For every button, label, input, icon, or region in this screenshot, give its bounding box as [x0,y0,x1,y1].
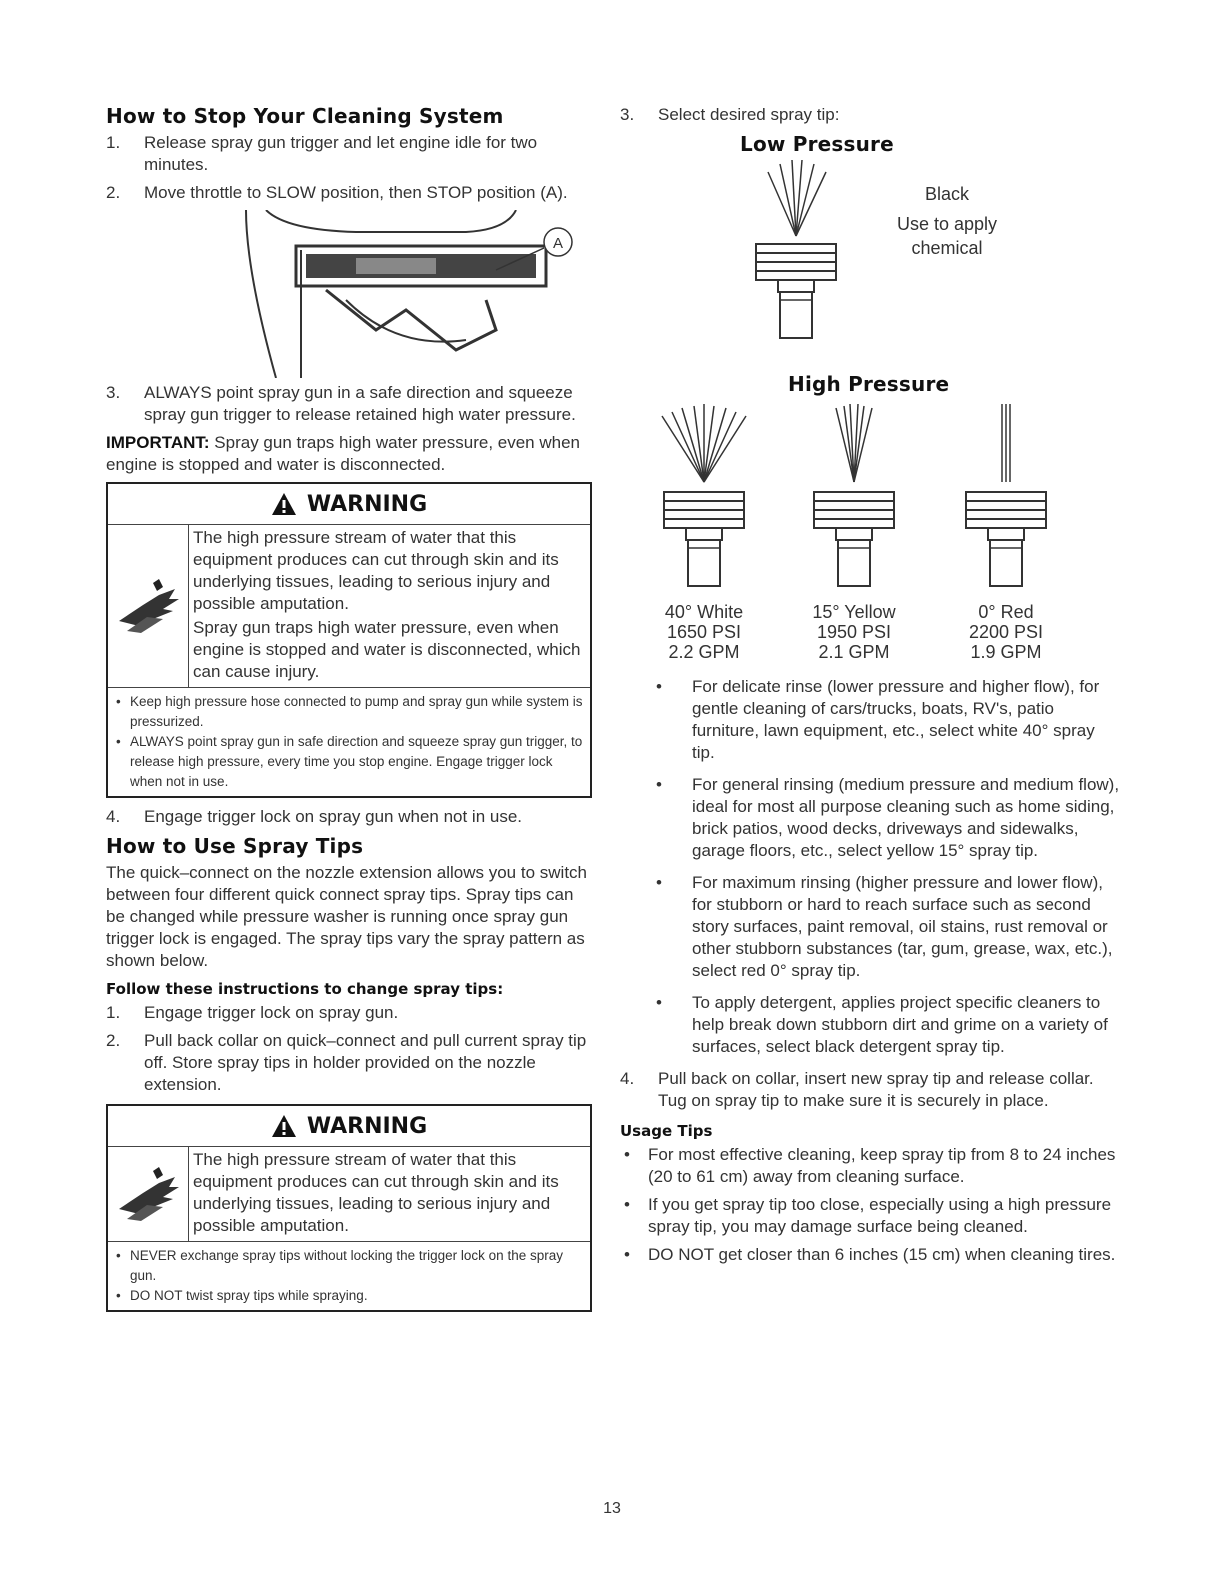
list-item: • For most effective cleaning, keep spray tip from 8 to 24 inches (20 to 61 cm) away from cleaning surface. [620,1144,1120,1188]
list-item: 3. Select desired spray tip: [620,105,840,124]
list-item: 1. Engage trigger lock on spray gun. [106,1003,399,1022]
list-item: • To apply detergent, applies project specific cleaners to help break down stubborn dirt and grime on a variety of surfaces, select black detergent spray tip. [620,992,1120,1058]
spray-section-title: How to Use Spray Tips [106,834,364,858]
low-pressure-tip [620,156,1120,366]
list-item: 1. Release spray gun trigger and let engine idle for two minutes. [106,133,538,174]
warning-box-2 [106,1104,592,1312]
list-item: • DO NOT get closer than 6 inches (15 cm) when cleaning tires. [620,1244,1120,1266]
callout-a-label: A [552,235,564,252]
high-pressure-tips [620,404,1120,676]
list-item: • Keep high pressure hose connected to pump and spray gun while system is pressurized. [116,692,584,732]
warning-text: The high pressure stream of water that this equipment produces can cut through skin and its underlying tissues, leading to serious injury and possible amputation. [193,528,559,613]
low-pressure-title: Low Pressure [740,132,894,156]
throttle-figure [206,210,586,378]
warning-text: Spray gun traps high water pressure, even when engine is stopped and water is disconnected, which can cause injury. [193,618,581,681]
list-item: • For maximum rinsing (higher pressure and lower flow), for stubborn or hard to reach surface such as second story surfaces, paint removal, oil stains, rust removal or other stubborn substances (tar, gum, grease, wax, etc.), select red 0° spray tip. [620,872,1120,982]
warning-triangle-icon [271,1114,297,1138]
tip-white-specs: 40° White 1650 PSI 2.2 GPM [664,602,744,662]
tip-red-specs: 0° Red 2200 PSI 1.9 GPM [968,602,1044,662]
list-item: • NEVER exchange spray tips without locking the trigger lock on the spray gun. [116,1246,584,1286]
list-item: • For general rinsing (medium pressure and medium flow), ideal for most all purpose cleaning such as home siding, brick patios, wood decks, driveways and sidewalks, garage floors, etc., select yellow 15° spray tip. [620,774,1120,862]
tip-usage-list [620,676,1120,1058]
stop-steps [106,132,592,204]
list-item: 2. Pull back collar on quick–connect and pull current spray tip off. Store spray tips in holder provided on the nozzle extension. [106,1031,587,1094]
warning-header [108,1106,590,1147]
list-item: • DO NOT twist spray tips while spraying. [116,1286,584,1306]
list-item: 4. Pull back on collar, insert new spray tip and release collar. Tug on spray tip to make sure it is securely in place. [620,1069,1094,1110]
left-column [106,104,592,1318]
tip-description: Use to apply chemical [896,214,998,258]
warning-box-1 [106,482,592,798]
page-number: 13 [603,1500,621,1517]
warning-text: The high pressure stream of water that this equipment produces can cut through skin and its underlying tissues, leading to serious injury and possible amputation. [193,1150,559,1235]
spray-intro: The quick–connect on the nozzle extension allows you to switch between four different quick connect spray tips. Spray tips can be changed while pressure washer is running once spray gun trigger lock is engaged. The spray tips vary the spray pattern as shown below. [106,863,587,970]
black-nozzle-icon [746,156,846,356]
stop-section-title: How to Stop Your Cleaning System [106,104,504,128]
important-note: IMPORTANT: Spray gun traps high water pressure, even when engine is stopped and water is disconnected. [106,433,580,474]
change-tips-title: Follow these instructions to change spray tips: [106,980,504,998]
list-item: 3. ALWAYS point spray gun in a safe direction and squeeze spray gun trigger to release retained high water pressure. [106,383,576,424]
yellow-nozzle-icon [804,404,904,604]
warning-triangle-icon [271,492,297,516]
tip-color-label: Black [924,184,969,204]
hand-injury-icon [113,575,183,637]
list-item: 2. Move throttle to SLOW position, then STOP position (A). [106,183,568,202]
tip-yellow-specs: 15° Yellow 1950 PSI 2.1 GPM [812,602,896,662]
white-nozzle-icon [654,404,754,604]
list-item: • For delicate rinse (lower pressure and higher flow), for gentle cleaning of cars/trucks, boats, RV's, patio furniture, lawn equipment, etc., select white 40° spray tip. [620,676,1120,764]
warning-header [108,484,590,525]
hand-injury-icon [113,1163,183,1225]
usage-tips-list [620,1144,1120,1266]
high-pressure-title: High Pressure [788,372,950,396]
usage-tips-title: Usage Tips [620,1122,713,1140]
list-item: • ALWAYS point spray gun in safe direction and squeeze spray gun trigger, to release high pressure, every time you stop engine. Engage trigger lock when not in use. [116,732,584,792]
red-nozzle-icon [956,404,1056,604]
warning-title: WARNING [306,1113,428,1139]
list-item: 4. Engage trigger lock on spray gun when not in use. [106,807,523,826]
warning-title: WARNING [306,491,428,517]
right-column [620,104,1120,1272]
list-item: • If you get spray tip too close, especially using a high pressure spray tip, you may damage surface being cleaned. [620,1194,1120,1238]
